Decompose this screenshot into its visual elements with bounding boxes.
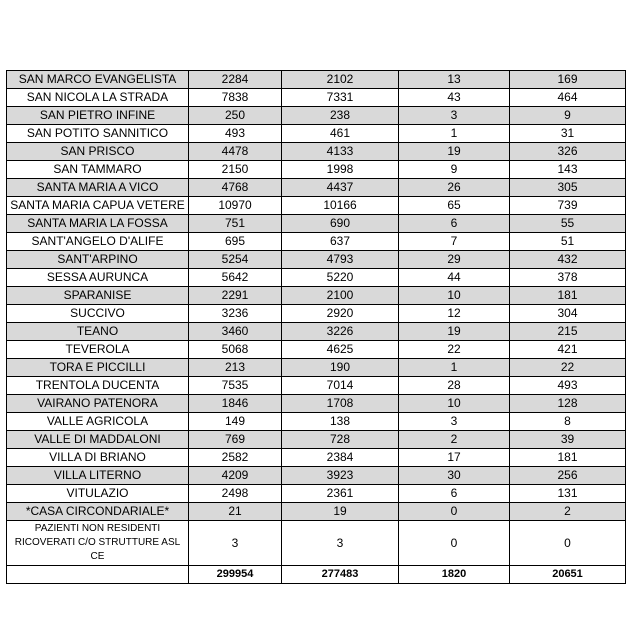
value-cell-1: 21 bbox=[189, 503, 282, 521]
value-cell-3: 19 bbox=[399, 143, 510, 161]
totals-blank-cell bbox=[7, 566, 189, 584]
table-row bbox=[7, 125, 626, 143]
value-cell-2: 728 bbox=[282, 431, 399, 449]
value-cell-3: 19 bbox=[399, 323, 510, 341]
value-cell-1: 2582 bbox=[189, 449, 282, 467]
value-cell-1: 695 bbox=[189, 233, 282, 251]
municipality-cell: *CASA CIRCONDARIALE* bbox=[7, 503, 189, 521]
municipality-cell: TORA E PICCILLI bbox=[7, 359, 189, 377]
value-cell-2: 238 bbox=[282, 107, 399, 125]
table-row bbox=[7, 467, 626, 485]
value-cell-4: 432 bbox=[510, 251, 626, 269]
value-cell-1: 4209 bbox=[189, 467, 282, 485]
value-cell-4: 55 bbox=[510, 215, 626, 233]
municipality-cases-table bbox=[6, 70, 626, 584]
total-cell-1: 299954 bbox=[189, 566, 282, 584]
total-cell-3: 1820 bbox=[399, 566, 510, 584]
value-cell-3: 28 bbox=[399, 377, 510, 395]
value-cell-4: 8 bbox=[510, 413, 626, 431]
value-cell-1: 3460 bbox=[189, 323, 282, 341]
municipality-cell: VITULAZIO bbox=[7, 485, 189, 503]
municipality-cell: SANTA MARIA CAPUA VETERE bbox=[7, 197, 189, 215]
value-cell-1: 3236 bbox=[189, 305, 282, 323]
value-cell-3: 10 bbox=[399, 395, 510, 413]
total-cell-4: 20651 bbox=[510, 566, 626, 584]
value-cell-3: 1 bbox=[399, 125, 510, 143]
value-cell-3: 9 bbox=[399, 161, 510, 179]
value-cell-4: 739 bbox=[510, 197, 626, 215]
value-cell-4: 378 bbox=[510, 269, 626, 287]
value-cell-2: 7331 bbox=[282, 89, 399, 107]
value-cell-3: 7 bbox=[399, 233, 510, 251]
municipality-cell: SAN MARCO EVANGELISTA bbox=[7, 71, 189, 89]
value-cell-1: 2291 bbox=[189, 287, 282, 305]
value-cell-2: 690 bbox=[282, 215, 399, 233]
table-row bbox=[7, 377, 626, 395]
table-row bbox=[7, 89, 626, 107]
table-row bbox=[7, 503, 626, 521]
value-cell-2: 19 bbox=[282, 503, 399, 521]
value-cell-3: 6 bbox=[399, 215, 510, 233]
value-cell-3: 17 bbox=[399, 449, 510, 467]
value-cell-2: 190 bbox=[282, 359, 399, 377]
value-cell-1: 751 bbox=[189, 215, 282, 233]
value-cell-3: 12 bbox=[399, 305, 510, 323]
municipality-cell: TRENTOLA DUCENTA bbox=[7, 377, 189, 395]
value-cell-1: 3 bbox=[189, 521, 282, 566]
value-cell-1: 10970 bbox=[189, 197, 282, 215]
value-cell-4: 39 bbox=[510, 431, 626, 449]
value-cell-1: 1846 bbox=[189, 395, 282, 413]
total-cell-2: 277483 bbox=[282, 566, 399, 584]
value-cell-2: 2102 bbox=[282, 71, 399, 89]
value-cell-3: 3 bbox=[399, 107, 510, 125]
value-cell-2: 138 bbox=[282, 413, 399, 431]
value-cell-2: 1708 bbox=[282, 395, 399, 413]
table-row bbox=[7, 251, 626, 269]
table-row bbox=[7, 359, 626, 377]
value-cell-3: 29 bbox=[399, 251, 510, 269]
totals-row bbox=[7, 566, 626, 584]
municipality-cell: SPARANISE bbox=[7, 287, 189, 305]
value-cell-4: 131 bbox=[510, 485, 626, 503]
value-cell-1: 5254 bbox=[189, 251, 282, 269]
table-row bbox=[7, 485, 626, 503]
value-cell-4: 304 bbox=[510, 305, 626, 323]
municipality-cell: SANTA MARIA LA FOSSA bbox=[7, 215, 189, 233]
nonresident-row bbox=[7, 521, 626, 566]
table-row bbox=[7, 305, 626, 323]
value-cell-2: 1998 bbox=[282, 161, 399, 179]
value-cell-1: 5068 bbox=[189, 341, 282, 359]
value-cell-1: 5642 bbox=[189, 269, 282, 287]
value-cell-4: 421 bbox=[510, 341, 626, 359]
municipality-cell: SANT'ARPINO bbox=[7, 251, 189, 269]
municipality-cell: VAIRANO PATENORA bbox=[7, 395, 189, 413]
value-cell-1: 7838 bbox=[189, 89, 282, 107]
table-row bbox=[7, 269, 626, 287]
municipality-cell: VALLE DI MADDALONI bbox=[7, 431, 189, 449]
table-row bbox=[7, 179, 626, 197]
value-cell-4: 9 bbox=[510, 107, 626, 125]
value-cell-2: 3 bbox=[282, 521, 399, 566]
value-cell-4: 464 bbox=[510, 89, 626, 107]
value-cell-3: 22 bbox=[399, 341, 510, 359]
value-cell-2: 3923 bbox=[282, 467, 399, 485]
value-cell-4: 31 bbox=[510, 125, 626, 143]
value-cell-4: 215 bbox=[510, 323, 626, 341]
municipality-cell: SAN TAMMARO bbox=[7, 161, 189, 179]
value-cell-3: 6 bbox=[399, 485, 510, 503]
value-cell-2: 2361 bbox=[282, 485, 399, 503]
municipality-cell: SANTA MARIA A VICO bbox=[7, 179, 189, 197]
value-cell-3: 2 bbox=[399, 431, 510, 449]
municipality-cell: SAN POTITO SANNITICO bbox=[7, 125, 189, 143]
value-cell-2: 4625 bbox=[282, 341, 399, 359]
table-body bbox=[7, 71, 626, 584]
table-row bbox=[7, 341, 626, 359]
table-row bbox=[7, 431, 626, 449]
value-cell-2: 2920 bbox=[282, 305, 399, 323]
value-cell-4: 143 bbox=[510, 161, 626, 179]
value-cell-4: 326 bbox=[510, 143, 626, 161]
value-cell-4: 256 bbox=[510, 467, 626, 485]
municipality-cell: SAN NICOLA LA STRADA bbox=[7, 89, 189, 107]
value-cell-3: 30 bbox=[399, 467, 510, 485]
value-cell-1: 2498 bbox=[189, 485, 282, 503]
table-row bbox=[7, 143, 626, 161]
municipality-cell: VILLA DI BRIANO bbox=[7, 449, 189, 467]
value-cell-2: 2384 bbox=[282, 449, 399, 467]
value-cell-2: 4133 bbox=[282, 143, 399, 161]
value-cell-2: 10166 bbox=[282, 197, 399, 215]
value-cell-1: 2284 bbox=[189, 71, 282, 89]
table-row bbox=[7, 233, 626, 251]
value-cell-2: 3226 bbox=[282, 323, 399, 341]
table-row bbox=[7, 323, 626, 341]
value-cell-4: 128 bbox=[510, 395, 626, 413]
table-row bbox=[7, 395, 626, 413]
value-cell-4: 51 bbox=[510, 233, 626, 251]
municipality-cell: SESSA AURUNCA bbox=[7, 269, 189, 287]
table-row bbox=[7, 215, 626, 233]
table-row bbox=[7, 107, 626, 125]
value-cell-3: 13 bbox=[399, 71, 510, 89]
value-cell-3: 3 bbox=[399, 413, 510, 431]
table-row bbox=[7, 197, 626, 215]
value-cell-3: 26 bbox=[399, 179, 510, 197]
value-cell-3: 10 bbox=[399, 287, 510, 305]
value-cell-1: 2150 bbox=[189, 161, 282, 179]
value-cell-2: 461 bbox=[282, 125, 399, 143]
value-cell-3: 44 bbox=[399, 269, 510, 287]
value-cell-4: 305 bbox=[510, 179, 626, 197]
value-cell-2: 4793 bbox=[282, 251, 399, 269]
value-cell-4: 181 bbox=[510, 449, 626, 467]
value-cell-1: 4768 bbox=[189, 179, 282, 197]
value-cell-3: 0 bbox=[399, 521, 510, 566]
value-cell-1: 7535 bbox=[189, 377, 282, 395]
value-cell-1: 769 bbox=[189, 431, 282, 449]
value-cell-3: 0 bbox=[399, 503, 510, 521]
value-cell-4: 0 bbox=[510, 521, 626, 566]
table-row bbox=[7, 413, 626, 431]
value-cell-3: 65 bbox=[399, 197, 510, 215]
value-cell-4: 493 bbox=[510, 377, 626, 395]
value-cell-4: 22 bbox=[510, 359, 626, 377]
municipality-cell: SAN PIETRO INFINE bbox=[7, 107, 189, 125]
value-cell-4: 2 bbox=[510, 503, 626, 521]
value-cell-2: 637 bbox=[282, 233, 399, 251]
value-cell-2: 5220 bbox=[282, 269, 399, 287]
value-cell-2: 2100 bbox=[282, 287, 399, 305]
value-cell-2: 7014 bbox=[282, 377, 399, 395]
municipality-cell: TEVEROLA bbox=[7, 341, 189, 359]
municipality-cell: SANT'ANGELO D'ALIFE bbox=[7, 233, 189, 251]
table-row bbox=[7, 287, 626, 305]
value-cell-3: 1 bbox=[399, 359, 510, 377]
municipality-cell: VALLE AGRICOLA bbox=[7, 413, 189, 431]
value-cell-1: 493 bbox=[189, 125, 282, 143]
value-cell-1: 213 bbox=[189, 359, 282, 377]
table-row bbox=[7, 71, 626, 89]
value-cell-1: 250 bbox=[189, 107, 282, 125]
value-cell-3: 43 bbox=[399, 89, 510, 107]
municipality-cell: VILLA LITERNO bbox=[7, 467, 189, 485]
table-row bbox=[7, 449, 626, 467]
value-cell-4: 169 bbox=[510, 71, 626, 89]
value-cell-2: 4437 bbox=[282, 179, 399, 197]
table-row bbox=[7, 161, 626, 179]
value-cell-1: 149 bbox=[189, 413, 282, 431]
municipality-cell: SUCCIVO bbox=[7, 305, 189, 323]
municipality-cell: SAN PRISCO bbox=[7, 143, 189, 161]
municipality-cell: TEANO bbox=[7, 323, 189, 341]
value-cell-1: 4478 bbox=[189, 143, 282, 161]
value-cell-4: 181 bbox=[510, 287, 626, 305]
nonresident-label: PAZIENTI NON RESIDENTI RICOVERATI C/O STRUTTURE ASL CE bbox=[7, 521, 189, 566]
